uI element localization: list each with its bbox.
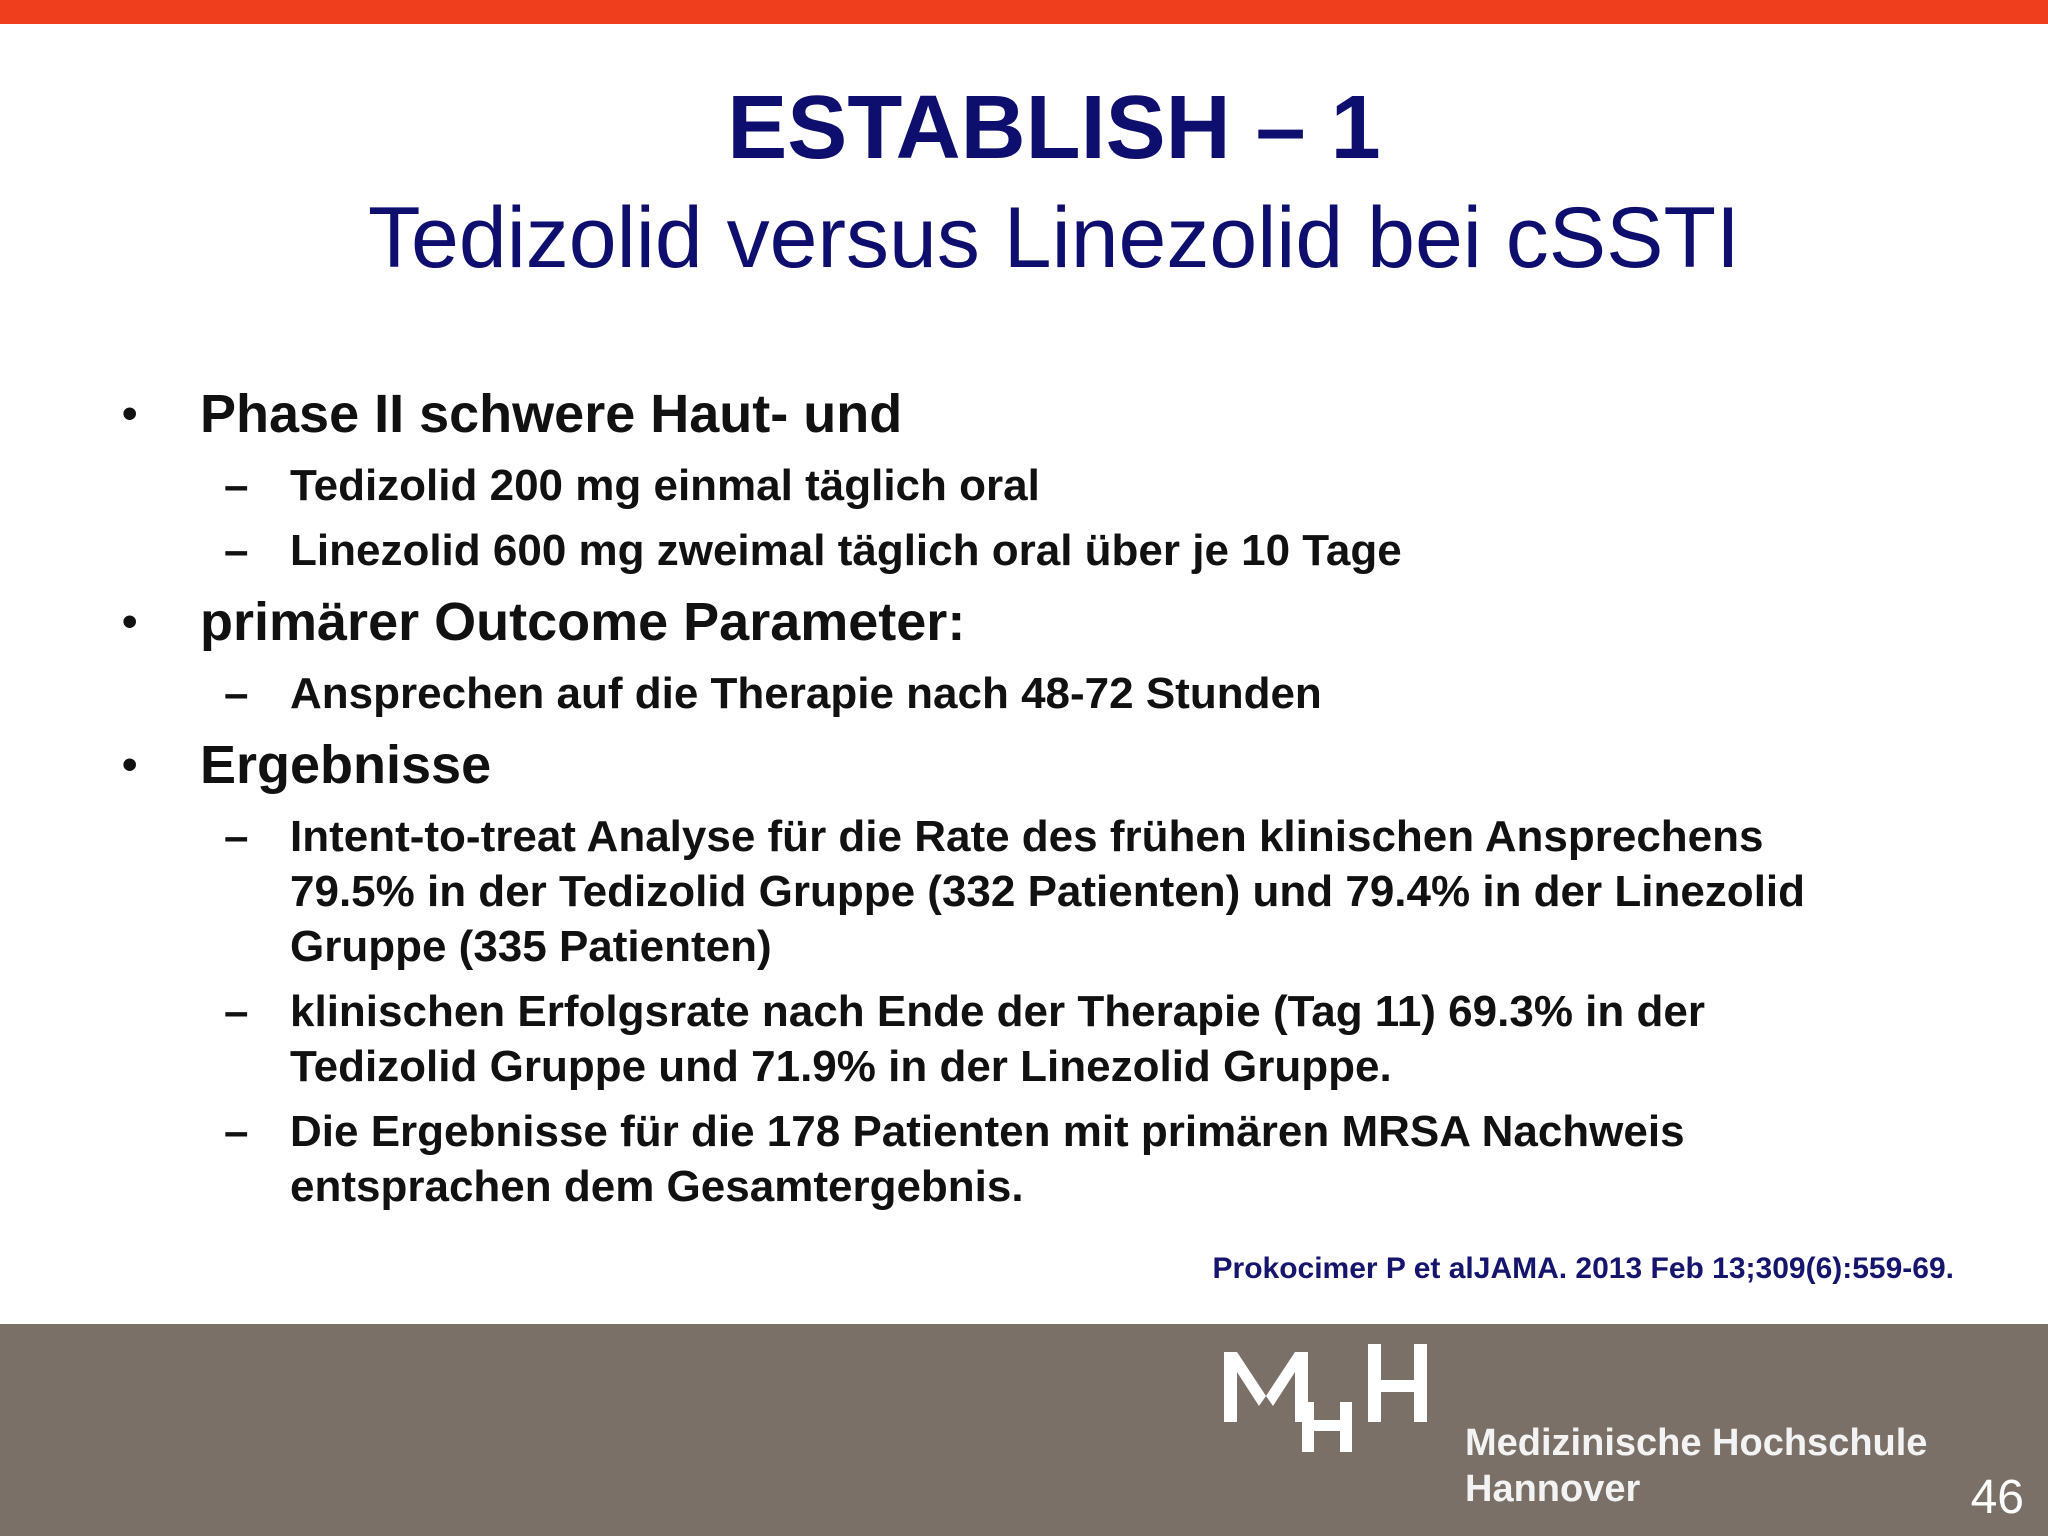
slide-title: ESTABLISH – 1	[727, 78, 1381, 178]
sub-bullet-item	[0, 523, 2048, 578]
bullet-list	[0, 370, 2048, 1214]
bullet-text: Phase II schwere Haut- und	[200, 384, 903, 444]
bullet-marker: •	[122, 389, 138, 438]
dash-marker: –	[224, 987, 249, 1036]
bullet-text: primärer Outcome Parameter:	[200, 592, 966, 652]
sub-bullet-text: Linezolid 600 mg zweimal täglich oral über je 10 Tage	[290, 526, 1402, 575]
sub-bullet-item	[0, 1104, 2048, 1214]
institution-line-2: Hannover	[1465, 1468, 1641, 1510]
bullet-marker: •	[122, 740, 138, 789]
sub-bullet-item	[0, 984, 2048, 1094]
dash-marker: –	[224, 812, 249, 861]
sub-bullet-text: Die Ergebnisse für die 178 Patienten mit primären MRSA Nachweis entsprachen dem Gesamtergebnis.	[290, 1107, 1685, 1211]
sub-bullet-text: Tedizolid 200 mg einmal täglich oral	[290, 461, 1040, 510]
sub-bullet-item	[0, 809, 2048, 974]
sub-bullet-item	[0, 666, 2048, 721]
bullet-item	[0, 588, 2048, 656]
dash-marker: –	[224, 1107, 249, 1156]
slide-subtitle: Tedizolid versus Linezolid bei cSSTI	[368, 190, 1740, 286]
sub-bullet-text: Ansprechen auf die Therapie nach 48-72 Stunden	[290, 669, 1322, 718]
dash-marker: –	[224, 461, 249, 510]
bullet-item	[0, 380, 2048, 448]
sub-bullet-text: Intent-to-treat Analyse für die Rate des frühen klinischen Ansprechens 79.5% in der Tedizolid Gruppe (332 Patienten) und 79.4% in der Linezolid Gruppe (335 Patienten)	[290, 812, 1806, 971]
dash-marker: –	[224, 526, 249, 575]
bullet-text: Ergebnisse	[200, 735, 492, 795]
mhh-logo	[1220, 1340, 1450, 1460]
sub-bullet-item	[0, 458, 2048, 513]
dash-marker: –	[224, 669, 249, 718]
institution-name	[1465, 1420, 1927, 1512]
page-number: 46	[1970, 1471, 2024, 1524]
institution-line-1: Medizinische Hochschule	[1465, 1422, 1928, 1464]
top-accent-bar	[0, 0, 2048, 24]
bullet-marker: •	[122, 597, 138, 646]
bullet-item	[0, 731, 2048, 799]
sub-bullet-text: klinischen Erfolgsrate nach Ende der Therapie (Tag 11) 69.3% in der Tedizolid Gruppe und 71.9% in der Linezolid Gruppe.	[290, 987, 1705, 1091]
citation: Prokocimer P et alJAMA. 2013 Feb 13;309(6):559-69.	[1212, 1252, 1954, 1285]
